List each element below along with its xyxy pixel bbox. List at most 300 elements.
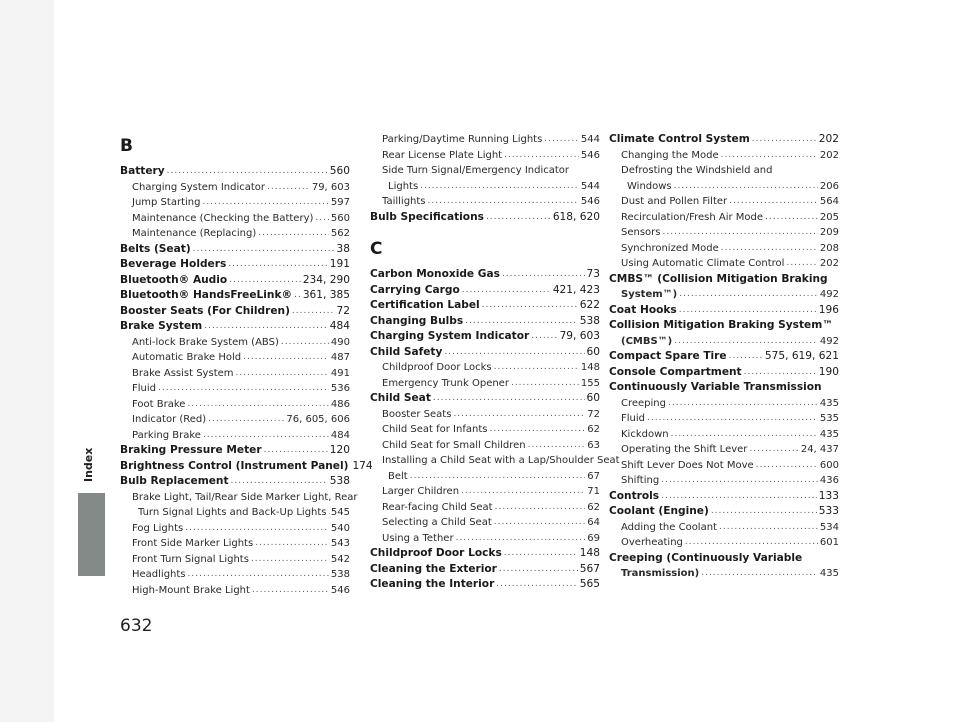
- index-entry-pages: 533: [818, 505, 839, 517]
- index-entry-text: Booster Seats: [382, 408, 452, 420]
- leader-dots: [511, 376, 579, 391]
- leader-dots: [494, 361, 579, 376]
- leader-dots: [496, 578, 577, 593]
- leader-dots: [711, 505, 817, 520]
- leader-dots: [281, 335, 329, 350]
- index-entry-pages: 76, 605, 606: [286, 414, 350, 425]
- leader-dots: [749, 443, 798, 458]
- index-entry-text: Operating the Shift Lever: [621, 444, 748, 455]
- index-entry: [609, 458, 839, 474]
- leader-dots: [208, 413, 284, 428]
- section-letter: B: [120, 136, 133, 156]
- index-entry: [370, 469, 600, 485]
- index-entry-text: Bulb Replacement: [120, 475, 229, 487]
- index-entry-text: Sensors: [621, 227, 661, 238]
- index-entry: [609, 396, 839, 412]
- index-entry-pages: 544: [580, 134, 600, 145]
- leader-dots: [461, 485, 585, 500]
- leader-dots: [420, 179, 579, 194]
- index-entry-text: Automatic Brake Hold: [132, 352, 242, 363]
- index-entry-text: Rear-facing Child Seat: [382, 501, 493, 513]
- index-entry-text: High-Mount Brake Light: [132, 584, 250, 596]
- index-entry-text: Coat Hooks: [609, 303, 677, 316]
- index-entry-text: Belt: [388, 470, 408, 482]
- index-entry-pages: 560: [329, 165, 350, 177]
- index-entry: [609, 489, 839, 505]
- leader-dots: [315, 211, 329, 226]
- index-entry-text: Adding the Coolant: [621, 521, 717, 533]
- page-number: 632: [120, 616, 153, 636]
- index-entry-text: Child Seat for Infants: [382, 424, 488, 435]
- index-entry-text: Front Side Marker Lights: [132, 538, 254, 549]
- index-entry-text: Selecting a Child Seat: [382, 517, 492, 528]
- index-entry-pages: 120: [329, 444, 350, 456]
- leader-dots: [504, 547, 578, 562]
- leader-dots: [462, 283, 551, 298]
- index-entry: [609, 210, 839, 226]
- index-entry: [370, 500, 600, 516]
- index-entry: [609, 163, 839, 179]
- index-entry-text: Maintenance (Replacing): [132, 228, 257, 239]
- index-entry: [370, 360, 600, 376]
- index-entry: [370, 132, 600, 148]
- leader-dots: [264, 444, 328, 459]
- index-entry-pages: 62: [587, 501, 600, 513]
- index-entry-pages: 72: [587, 408, 600, 420]
- leader-dots: [786, 257, 817, 272]
- index-entry: [120, 521, 350, 537]
- index-entry: [370, 148, 600, 164]
- leader-dots: [661, 474, 818, 489]
- leader-dots: [231, 475, 328, 490]
- index-entry-pages: 67: [587, 470, 600, 482]
- index-entry-text: Emergency Trunk Opener: [382, 377, 509, 389]
- side-margin: [0, 0, 54, 722]
- index-entry-pages: 546: [580, 149, 600, 161]
- index-entry: [370, 391, 600, 407]
- index-entry-pages: 361, 385: [302, 289, 350, 301]
- index-entry-text: Childproof Door Locks: [382, 362, 492, 373]
- index-entry-pages: 190: [818, 365, 839, 378]
- index-entry: [609, 303, 839, 319]
- index-entry-pages: 421, 423: [552, 283, 600, 296]
- index-entry-pages: 546: [580, 196, 600, 207]
- leader-dots: [203, 428, 329, 443]
- index-entry: [370, 562, 600, 578]
- leader-dots: [701, 567, 818, 582]
- leader-dots: [158, 382, 329, 397]
- index-entry-text: Bluetooth® Audio: [120, 273, 228, 286]
- index-entry-text: Bulb Specifications: [370, 210, 484, 223]
- index-entry-pages: 62: [587, 424, 600, 435]
- index-entry-pages: 542: [330, 553, 350, 565]
- index-entry-text: Synchronized Mode: [621, 242, 719, 254]
- index-entry: [609, 287, 839, 303]
- index-entry: [120, 211, 350, 227]
- index-entry-text: Indicator (Red): [132, 414, 207, 425]
- index-entry-pages: 202: [818, 133, 839, 145]
- index-entry-pages: 73: [586, 268, 600, 280]
- index-entry: [120, 474, 350, 490]
- leader-dots: [251, 552, 329, 567]
- index-entry: [120, 195, 350, 211]
- index-entry-pages: 72: [336, 304, 350, 317]
- index-entry-text: Carbon Monoxide Gas: [370, 268, 500, 280]
- index-entry-pages: 133: [818, 489, 839, 502]
- index-entry: [609, 566, 839, 582]
- leader-dots: [721, 148, 818, 163]
- leader-dots: [502, 268, 585, 283]
- index-tab-block: [78, 493, 105, 576]
- index-entry-pages: 565: [579, 578, 600, 590]
- leader-dots: [410, 469, 586, 484]
- index-entry-pages: 79, 603: [559, 330, 600, 342]
- index-entry: [609, 194, 839, 210]
- leader-dots: [668, 396, 818, 411]
- index-entry-text: Brightness Control (Instrument Panel): [120, 459, 349, 472]
- leader-dots: [465, 314, 578, 329]
- index-entry-pages: 60: [586, 345, 600, 358]
- index-entry-text: Continuously Variable Transmission: [609, 381, 822, 393]
- index-entry-text: Front Turn Signal Lights: [132, 553, 249, 565]
- index-entry: [370, 194, 600, 210]
- index-entry-text: Belts (Seat): [120, 242, 191, 255]
- leader-dots: [204, 320, 328, 335]
- index-entry: [120, 459, 373, 475]
- index-entry: [370, 453, 620, 469]
- index-entry-pages: 538: [579, 314, 600, 327]
- index-entry: [609, 473, 839, 489]
- index-entry-text: Kickdown: [621, 428, 669, 440]
- index-entry: [120, 242, 350, 258]
- leader-dots: [494, 516, 586, 531]
- leader-dots: [744, 365, 817, 380]
- leader-dots: [188, 568, 329, 583]
- index-entry: [609, 427, 839, 443]
- section-letter: C: [370, 239, 383, 259]
- index-entry: [120, 397, 350, 413]
- index-entry-pages: 234, 290: [302, 273, 350, 286]
- index-entry: [120, 443, 350, 459]
- index-entry-pages: 490: [330, 336, 350, 348]
- index-entry-text: Child Seat for Small Children: [382, 439, 526, 451]
- index-entry: [370, 163, 600, 179]
- index-entry-pages: 487: [330, 352, 350, 363]
- index-entry-text: Changing the Mode: [621, 149, 719, 161]
- index-entry-text: Using Automatic Climate Control: [621, 258, 785, 269]
- index-entry: [609, 380, 839, 396]
- index-entry: [609, 520, 839, 536]
- index-entry-pages: 71: [587, 486, 600, 497]
- index-entry: [609, 334, 839, 350]
- leader-dots: [187, 397, 328, 412]
- index-entry-pages: 486: [330, 398, 350, 410]
- index-entry-pages: 79, 603: [311, 181, 350, 193]
- leader-dots: [671, 427, 818, 442]
- index-entry-text: Parking/Daytime Running Lights: [382, 134, 543, 145]
- leader-dots: [729, 195, 818, 210]
- leader-dots: [528, 438, 586, 453]
- index-entry-text: Beverage Holders: [120, 258, 227, 270]
- index-entry: [120, 505, 350, 521]
- side-tab: [0, 0, 68, 722]
- leader-dots: [258, 227, 329, 242]
- index-entry: [120, 552, 350, 568]
- index-entry-text: Brake Assist System: [132, 367, 234, 379]
- index-entry: [370, 546, 600, 562]
- index-entry-pages: 545: [330, 507, 350, 518]
- index-entry: [120, 583, 350, 599]
- index-entry: [120, 490, 358, 506]
- index-column-2: [370, 132, 620, 593]
- index-entry-text: Console Compartment: [609, 365, 742, 378]
- index-entry: [120, 180, 350, 196]
- index-entry-text: CMBS™ (Collision Mitigation Braking: [609, 272, 828, 285]
- index-entry: [120, 288, 350, 304]
- index-entry: [370, 376, 600, 392]
- index-entry-text: Turn Signal Lights and Back-Up Lights: [138, 507, 327, 518]
- index-entry-text: Child Seat: [370, 392, 431, 404]
- index-entry-pages: 622: [579, 299, 600, 311]
- index-tab-label: Index: [82, 447, 95, 483]
- leader-dots: [167, 165, 328, 180]
- index-entry-pages: 562: [330, 228, 350, 239]
- index-entry-text: Childproof Door Locks: [370, 547, 502, 559]
- index-entry: [609, 225, 839, 241]
- index-entry-text: Recirculation/Fresh Air Mode: [621, 211, 764, 223]
- leader-dots: [663, 226, 818, 241]
- index-entry-pages: 538: [330, 569, 350, 580]
- index-entry: [609, 442, 839, 458]
- index-entry-text: Charging System Indicator: [370, 330, 530, 342]
- index-entry-text: Shifting: [621, 475, 660, 486]
- index-entry: [609, 241, 839, 257]
- index-entry-text: Battery: [120, 165, 165, 177]
- leader-dots: [236, 366, 329, 381]
- index-entry-text: Overheating: [621, 537, 683, 548]
- leader-dots: [752, 133, 817, 148]
- index-entry-pages: 600: [819, 459, 839, 471]
- index-entry-pages: 60: [586, 392, 600, 404]
- index-entry: [120, 536, 350, 552]
- leader-dots: [193, 242, 335, 257]
- leader-dots: [489, 423, 585, 438]
- index-entry-text: Fluid: [132, 383, 156, 394]
- leader-dots: [504, 148, 579, 163]
- leader-dots: [531, 330, 557, 345]
- index-entry: [370, 407, 600, 423]
- index-entry: [370, 283, 600, 299]
- index-entry: [609, 551, 839, 567]
- index-entry-text: Cleaning the Interior: [370, 578, 495, 590]
- leader-dots: [647, 412, 818, 427]
- leader-dots: [679, 303, 817, 318]
- index-entry-text: Defrosting the Windshield and: [621, 165, 773, 176]
- index-entry: [370, 484, 600, 500]
- index-entry-pages: 484: [329, 320, 350, 332]
- leader-dots: [544, 133, 579, 148]
- index-entry-pages: 492: [819, 289, 839, 300]
- index-entry-pages: 191: [329, 258, 350, 270]
- index-entry-pages: 63: [587, 439, 600, 451]
- leader-dots: [721, 241, 818, 256]
- index-entry-text: Coolant (Engine): [609, 505, 709, 517]
- index-entry: [120, 164, 350, 180]
- index-entry-text: Transmission): [621, 568, 700, 579]
- index-entry-text: Compact Spare Tire: [609, 350, 727, 362]
- leader-dots: [456, 531, 586, 546]
- index-entry-pages: 543: [330, 538, 350, 549]
- index-entry-pages: 209: [819, 227, 839, 238]
- index-entry: [120, 412, 350, 428]
- leader-dots: [252, 583, 329, 598]
- index-entry-pages: 546: [330, 584, 350, 596]
- leader-dots: [661, 489, 817, 504]
- index-entry: [120, 350, 350, 366]
- index-entry-pages: 534: [819, 521, 839, 533]
- index-entry-text: Larger Children: [382, 486, 460, 497]
- index-entry: [609, 256, 839, 272]
- leader-dots: [486, 210, 551, 225]
- index-entry-pages: 564: [819, 196, 839, 207]
- index-entry: [609, 179, 839, 195]
- index-entry: [370, 422, 600, 438]
- leader-dots: [433, 392, 585, 407]
- leader-dots: [499, 562, 578, 577]
- index-entry-text: Lights: [388, 180, 419, 192]
- index-entry-text: Installing a Child Seat with a Lap/Shoulder Seat: [382, 455, 620, 466]
- index-entry-text: Booster Seats (For Children): [120, 304, 290, 317]
- index-entry-text: Changing Bulbs: [370, 314, 464, 327]
- index-entry: [120, 335, 350, 351]
- index-entry: [609, 535, 839, 551]
- index-entry-pages: 435: [819, 397, 839, 409]
- index-entry: [120, 366, 350, 382]
- index-entry-text: Anti-lock Brake System (ABS): [132, 336, 279, 348]
- index-entry-text: Windows: [627, 180, 672, 192]
- index-entry-text: Dust and Pollen Filter: [621, 196, 728, 207]
- leader-dots: [229, 273, 301, 288]
- index-column-1: [120, 136, 373, 598]
- index-entry-text: Child Safety: [370, 345, 443, 358]
- index-entry-pages: 436: [819, 475, 839, 486]
- index-entry: [370, 329, 600, 345]
- leader-dots: [202, 196, 328, 211]
- index-entry-pages: 536: [330, 383, 350, 394]
- index-entry-text: Parking Brake: [132, 429, 201, 441]
- index-entry-text: Collision Mitigation Braking System™: [609, 319, 833, 331]
- index-entry-text: Fluid: [621, 413, 645, 424]
- index-entry-text: Rear License Plate Light: [382, 149, 503, 161]
- index-entry: [120, 304, 350, 320]
- index-entry-pages: 155: [580, 377, 600, 389]
- leader-dots: [729, 350, 763, 365]
- index-entry-pages: 435: [819, 568, 839, 579]
- index-entry: [370, 314, 600, 330]
- index-entry-pages: 575, 619, 621: [764, 350, 839, 362]
- index-entry-text: Shift Lever Does Not Move: [621, 459, 754, 471]
- index-entry-text: Braking Pressure Meter: [120, 444, 262, 456]
- index-entry-text: Creeping (Continuously Variable: [609, 551, 803, 564]
- index-entry-pages: 491: [330, 367, 350, 379]
- index-entry: [370, 298, 600, 314]
- index-entry: [609, 148, 839, 164]
- index-entry-text: Taillights: [382, 196, 426, 207]
- leader-dots: [292, 304, 335, 319]
- index-entry: [370, 577, 600, 593]
- leader-dots: [453, 407, 585, 422]
- index-entry: [120, 428, 350, 444]
- index-entry-text: Maintenance (Checking the Battery): [132, 212, 314, 224]
- index-entry: [370, 531, 600, 547]
- index-entry-pages: 202: [819, 149, 839, 161]
- leader-dots: [756, 458, 818, 473]
- index-entry-pages: 560: [330, 212, 350, 224]
- index-entry: [370, 210, 600, 226]
- index-entry-pages: 484: [330, 429, 350, 441]
- leader-dots: [185, 521, 329, 536]
- index-entry-text: Brake Light, Tail/Rear Side Marker Light, Rear: [132, 491, 358, 503]
- index-entry: [609, 349, 839, 365]
- index-entry-pages: 597: [330, 197, 350, 208]
- index-entry-pages: 38: [336, 242, 350, 255]
- index-entry: [609, 132, 839, 148]
- leader-dots: [267, 180, 310, 195]
- index-entry-pages: 208: [819, 242, 839, 254]
- leader-dots: [685, 536, 818, 551]
- leader-dots: [228, 258, 328, 273]
- index-entry: [370, 515, 600, 531]
- index-entry: [609, 365, 839, 381]
- index-entry-pages: 538: [329, 475, 350, 487]
- index-entry-pages: 618, 620: [552, 210, 600, 223]
- index-entry: [120, 381, 350, 397]
- index-entry-pages: 174: [352, 459, 373, 472]
- index-entry-pages: 148: [580, 362, 600, 373]
- index-entry-pages: 24, 437: [800, 444, 839, 455]
- index-entry-text: Cleaning the Exterior: [370, 562, 497, 575]
- index-entry: [609, 411, 839, 427]
- index-entry-pages: 601: [819, 537, 839, 548]
- index-entry-pages: 492: [819, 335, 839, 347]
- index-entry: [120, 319, 350, 335]
- index-entry: [120, 567, 350, 583]
- index-entry-pages: 69: [587, 532, 600, 544]
- index-entry-pages: 196: [818, 303, 839, 316]
- index-entry: [609, 504, 839, 520]
- leader-dots: [765, 210, 818, 225]
- index-entry: [120, 257, 350, 273]
- index-entry-pages: 535: [819, 413, 839, 424]
- index-entry-pages: 544: [580, 180, 600, 192]
- index-entry-text: Climate Control System: [609, 133, 750, 145]
- index-entry-pages: 206: [819, 180, 839, 192]
- leader-dots: [679, 288, 818, 303]
- index-entry: [120, 226, 350, 242]
- index-entry-text: Creeping: [621, 397, 666, 409]
- index-entry-pages: 202: [819, 258, 839, 269]
- index-entry: [370, 179, 600, 195]
- leader-dots: [444, 345, 584, 360]
- index-entry-text: Using a Tether: [382, 532, 454, 544]
- index-entry-text: Brake System: [120, 320, 203, 332]
- index-entry-pages: 567: [579, 562, 600, 575]
- index-entry-text: Headlights: [132, 569, 186, 580]
- index-entry-text: Foot Brake: [132, 398, 186, 410]
- index-entry-pages: 540: [330, 522, 350, 534]
- leader-dots: [495, 500, 586, 515]
- index-entry-pages: 148: [579, 547, 600, 559]
